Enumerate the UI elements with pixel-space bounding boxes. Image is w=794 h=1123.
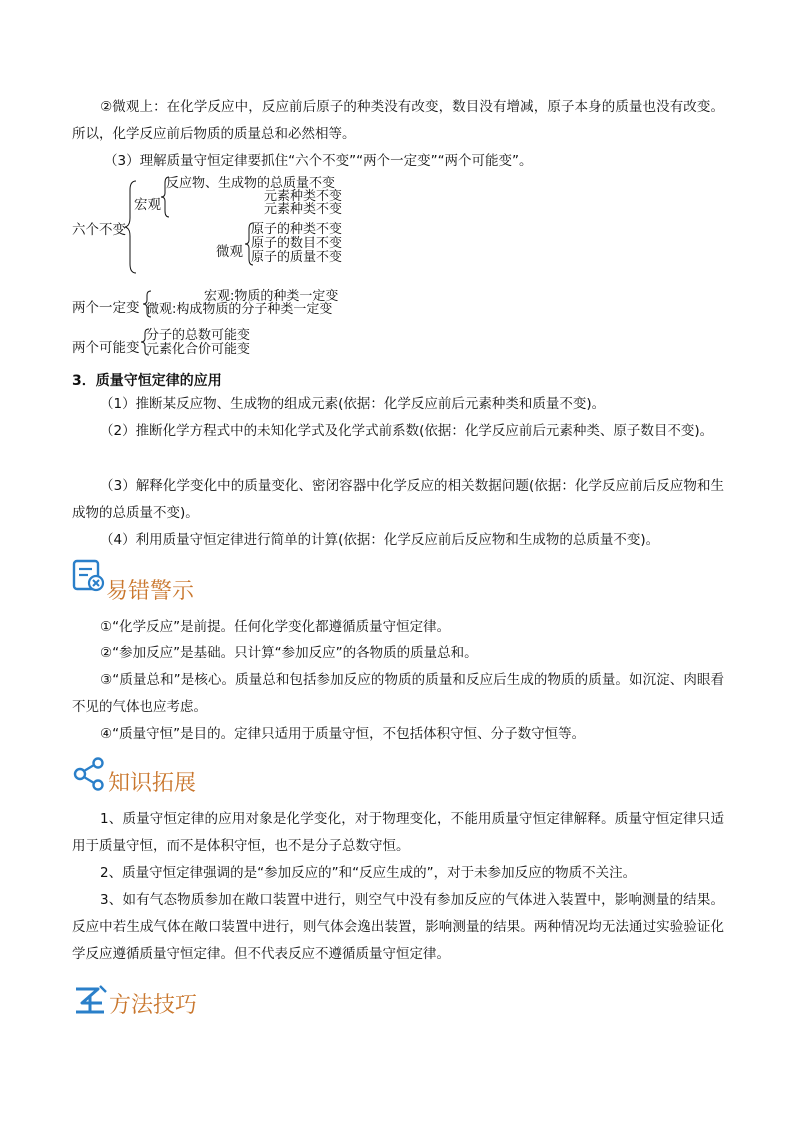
method-tools-icon bbox=[72, 983, 108, 1015]
macro-label: 宏观 bbox=[134, 197, 161, 213]
application-4: （4）利用质量守恒定律进行简单的计算(依据：化学反应前后反应物和生成物的总质量不变)。 bbox=[100, 532, 660, 548]
two-may-label: 两个可能变 bbox=[72, 340, 140, 356]
micro-item-atom-type: 原子的种类不变 bbox=[251, 222, 343, 237]
warning-3: ③“质量总和”是核心。质量总和包括参加反应的物质的质量和反应后生成的物质的质量。如沉淀、肉眼看不见的气体也应考虑。 bbox=[72, 672, 724, 715]
macro-item-element-mass: 元素种类不变 bbox=[264, 202, 343, 217]
paragraph-key-points: （3）理解质量守恒定律要抓住“六个不变”“两个一定变”“两个可能变”。 bbox=[104, 153, 533, 169]
two-may-item-valence: 元素化合价可能变 bbox=[146, 342, 251, 357]
micro-label: 微观 bbox=[216, 244, 243, 260]
warning-document-icon bbox=[72, 559, 106, 593]
micro-item-atom-count: 原子的数目不变 bbox=[251, 236, 343, 251]
warning-4: ④“质量守恒”是目的。定律只适用于质量守恒，不包括体积守恒、分子数守恒等。 bbox=[100, 726, 586, 742]
micro-item-atom-mass: 原子的质量不变 bbox=[251, 250, 343, 265]
share-nodes-icon bbox=[72, 757, 108, 791]
warning-heading: 易错警示 bbox=[106, 579, 195, 604]
warning-2: ②“参加反应”是基础。只计算“参加反应”的各物质的质量总和。 bbox=[100, 645, 478, 661]
method-heading: 方法技巧 bbox=[109, 993, 198, 1018]
two-must-item-micro: 微观:构成物质的分子种类一定变 bbox=[146, 302, 333, 317]
two-may-item-molecule-count: 分子的总数可能变 bbox=[146, 328, 251, 343]
six-unchanged-label: 六个不变 bbox=[72, 222, 126, 238]
two-must-label: 两个一定变 bbox=[72, 300, 140, 316]
extension-2: 2、质量守恒定律强调的是“参加反应的”和“反应生成的”，对于未参加反应的物质不关注。 bbox=[100, 865, 637, 881]
macro-item-total-mass: 反应物、生成物的总质量不变 bbox=[166, 176, 336, 191]
two-must-item-macro: 宏观:物质的种类一定变 bbox=[204, 289, 339, 304]
application-1: （1）推断某反应物、生成物的组成元素(依据：化学反应前后元素种类和质量不变)。 bbox=[100, 396, 606, 412]
application-2: （2）推断化学方程式中的未知化学式及化学式前系数(依据：化学反应前后元素种类、原子数目不变)。 bbox=[100, 423, 714, 439]
extension-1: 1、质量守恒定律的应用对象是化学变化，对于物理变化，不能用质量守恒定律解释。质量守恒定律只适用于质量守恒，而不是体积守恒，也不是分子总数守恒。 bbox=[72, 811, 724, 854]
extension-3: 3、如有气态物质参加在敞口装置中进行，则空气中没有参加反应的气体进入装置中，影响测量的结果。反应中若生成气体在敞口装置中进行，则气体会逸出装置，影响测量的结果。两种情况均无法通过实验验证化学反应遵循质量守恒定律。但不代表反应不遵循质量守恒定律。 bbox=[72, 892, 724, 962]
section-3-title: 3．质量守恒定律的应用 bbox=[72, 373, 222, 389]
warning-1: ①“化学反应”是前提。任何化学变化都遵循质量守恒定律。 bbox=[100, 619, 451, 635]
knowledge-extension-heading: 知识拓展 bbox=[108, 771, 197, 796]
macro-item-element-type: 元素种类不变 bbox=[264, 189, 343, 204]
paragraph-micro: ②微观上：在化学反应中，反应前后原子的种类没有改变，数目没有增减，原子本身的质量也没有改变。所以，化学反应前后物质的质量总和必然相等。 bbox=[72, 99, 724, 142]
application-3: （3）解释化学变化中的质量变化、密闭容器中化学反应的相关数据问题(依据：化学反应前后反应物和生成物的总质量不变)。 bbox=[72, 478, 724, 521]
